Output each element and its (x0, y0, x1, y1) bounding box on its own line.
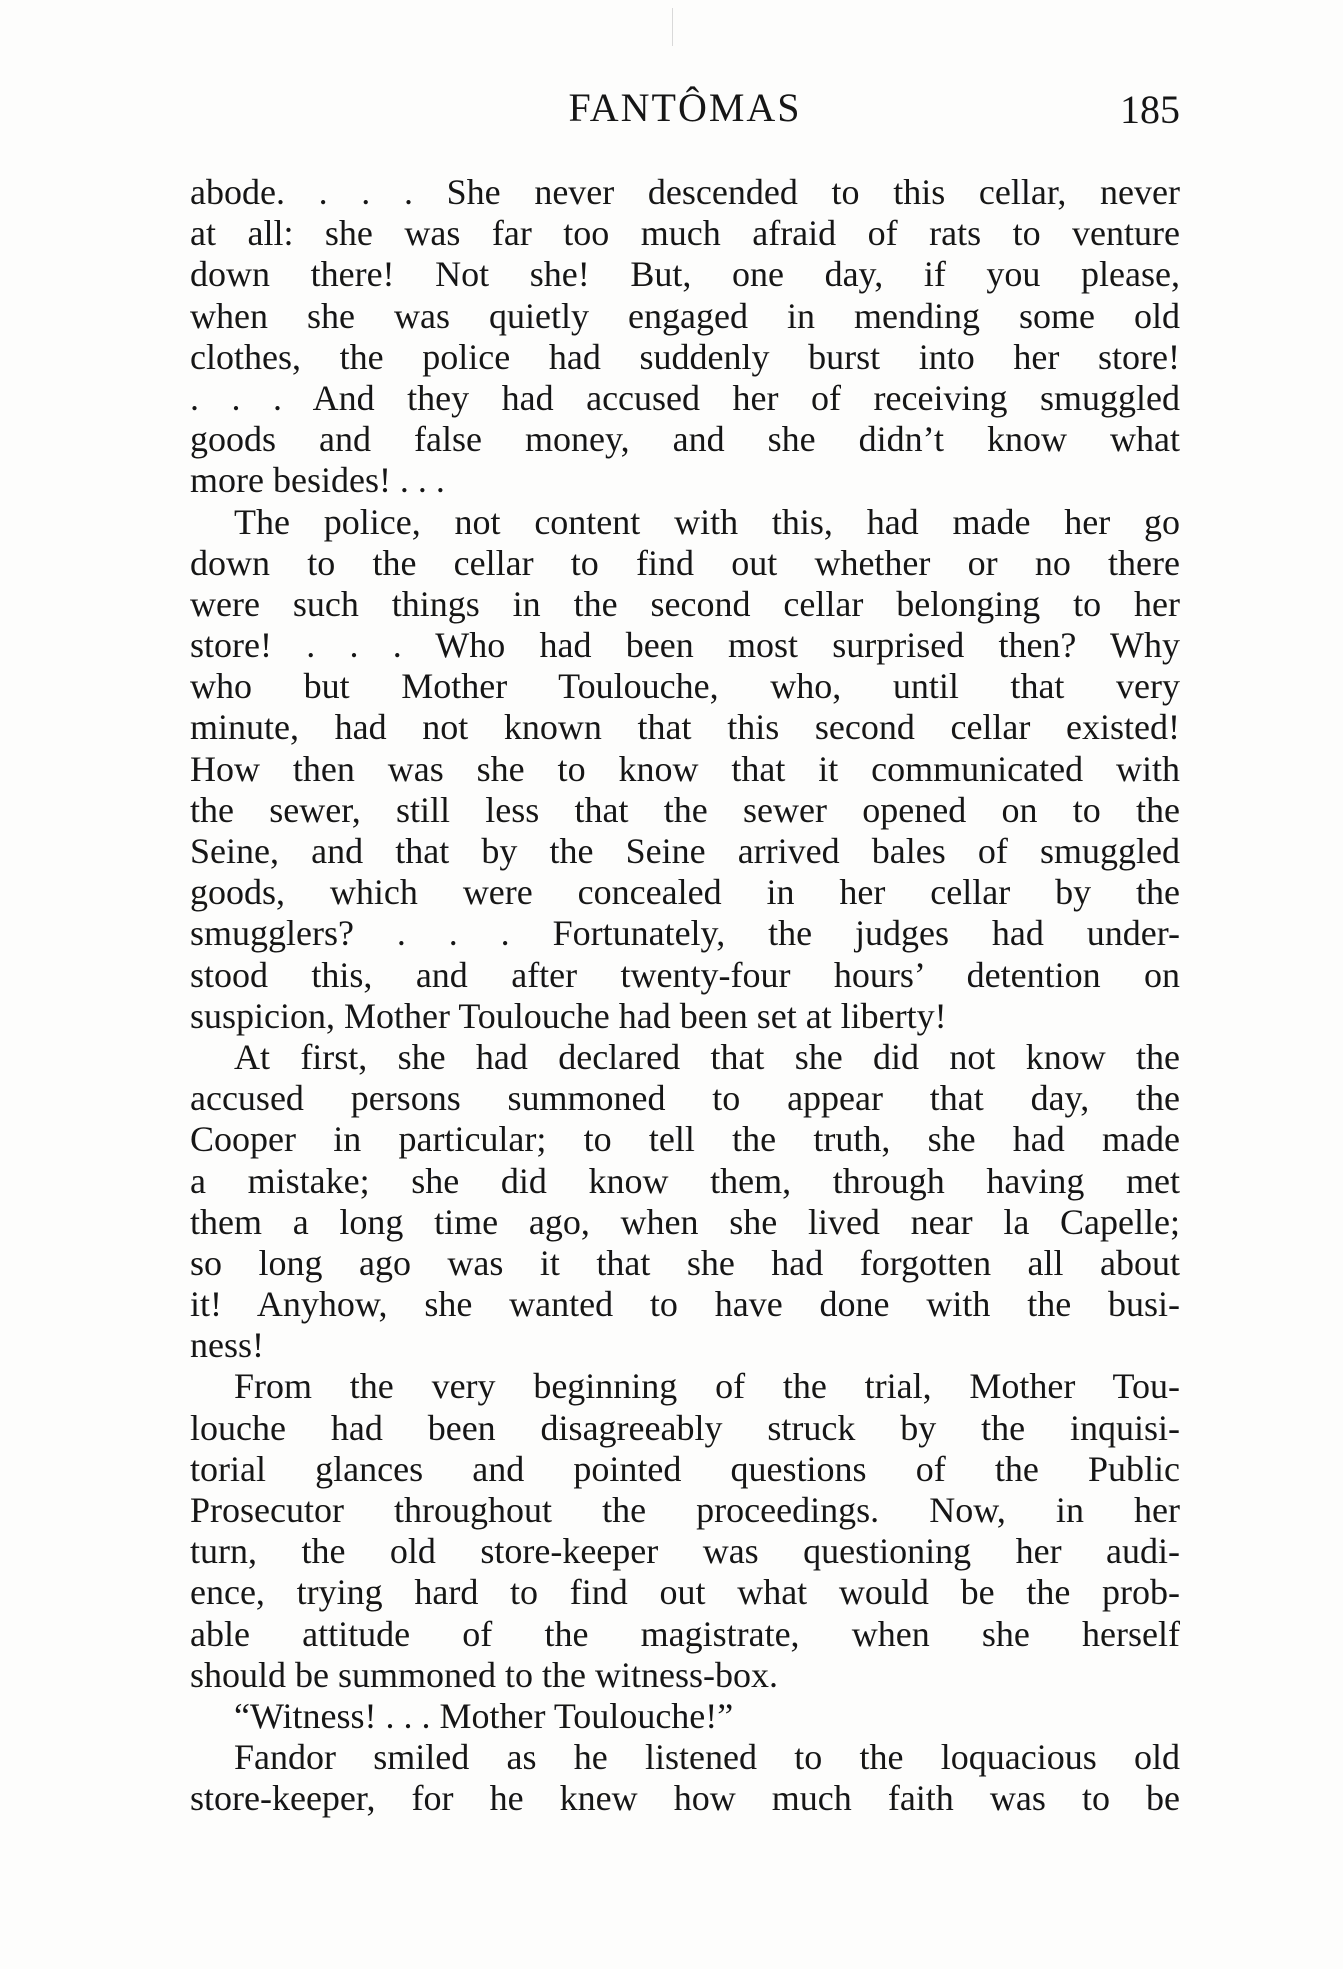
text-line: at all: she was far too much afraid of rats to venture (190, 213, 1180, 254)
text-line: minute, had not known that this second cellar existed! (190, 707, 1180, 748)
text-line: Prosecutor throughout the proceedings. Now, in her (190, 1490, 1180, 1530)
text-line: abode. . . . She never descended to this cellar, never (190, 172, 1180, 212)
text-line: . . . And they had accused her of receiving smuggled (190, 377, 1180, 418)
text-line: ence, trying hard to find out what would be the prob- (190, 1572, 1180, 1613)
text-line: Seine, and that by the Seine arrived bales of smuggled (190, 831, 1180, 871)
text-line: turn, the old store-keeper was questioning her audi- (190, 1531, 1180, 1572)
text-line: down there! Not she! But, one day, if you please, (190, 254, 1180, 295)
scan-mark (672, 8, 673, 46)
text-line: smugglers? . . . Fortunately, the judges had under- (190, 913, 1180, 954)
text-line: At first, she had declared that she did not know the (234, 1036, 1180, 1077)
text-line: “Witness! . . . Mother Toulouche!” (234, 1695, 734, 1736)
text-line: store-keeper, for he knew how much faith was to be (190, 1778, 1180, 1819)
text-line: goods and false money, and she didn’t know what (190, 419, 1180, 460)
text-line: more besides! . . . (190, 460, 445, 501)
text-line: who but Mother Toulouche, who, until that very (190, 666, 1180, 707)
text-line: down to the cellar to find out whether or no there (190, 542, 1180, 583)
text-line: ness! (190, 1325, 264, 1366)
text-line: goods, which were concealed in her cellar by the (190, 872, 1180, 913)
text-line: louche had been disagreeably struck by the inquisi- (190, 1407, 1180, 1448)
text-line: should be summoned to the witness-box. (190, 1654, 778, 1695)
text-line: suspicion, Mother Toulouche had been set at liberty! (190, 995, 947, 1036)
text-line: were such things in the second cellar belonging to her (190, 583, 1180, 624)
text-line: when she was quietly engaged in mending some old (190, 295, 1180, 336)
text-line: clothes, the police had suddenly burst into her store! (190, 336, 1180, 377)
text-line: Fandor smiled as he listened to the loquacious old (234, 1737, 1180, 1778)
text-line: The police, not content with this, had made her go (234, 501, 1180, 542)
text-line: so long ago was it that she had forgotten all about (190, 1242, 1180, 1283)
text-line: them a long time ago, when she lived near la Capelle; (190, 1201, 1180, 1242)
text-line: able attitude of the magistrate, when she herself (190, 1613, 1180, 1654)
text-line: store! . . . Who had been most surprised then? Why (190, 625, 1180, 666)
text-line: a mistake; she did know them, through having met (190, 1160, 1180, 1201)
text-line: it! Anyhow, she wanted to have done with the busi- (190, 1284, 1180, 1325)
text-line: torial glances and pointed questions of the Public (190, 1448, 1180, 1489)
text-line: How then was she to know that it communicated with (190, 748, 1180, 789)
text-line: the sewer, still less that the sewer opened on to the (190, 789, 1180, 830)
text-line: accused persons summoned to appear that day, the (190, 1078, 1180, 1119)
running-head (190, 78, 1180, 138)
text-line: stood this, and after twenty-four hours’ detention on (190, 954, 1180, 995)
body-text (190, 172, 1180, 1820)
page-number: 185 (1120, 87, 1180, 132)
text-line: From the very beginning of the trial, Mother Tou- (234, 1366, 1180, 1407)
text-line: Cooper in particular; to tell the truth, she had made (190, 1119, 1180, 1160)
running-title: FANTÔMAS (568, 85, 802, 130)
